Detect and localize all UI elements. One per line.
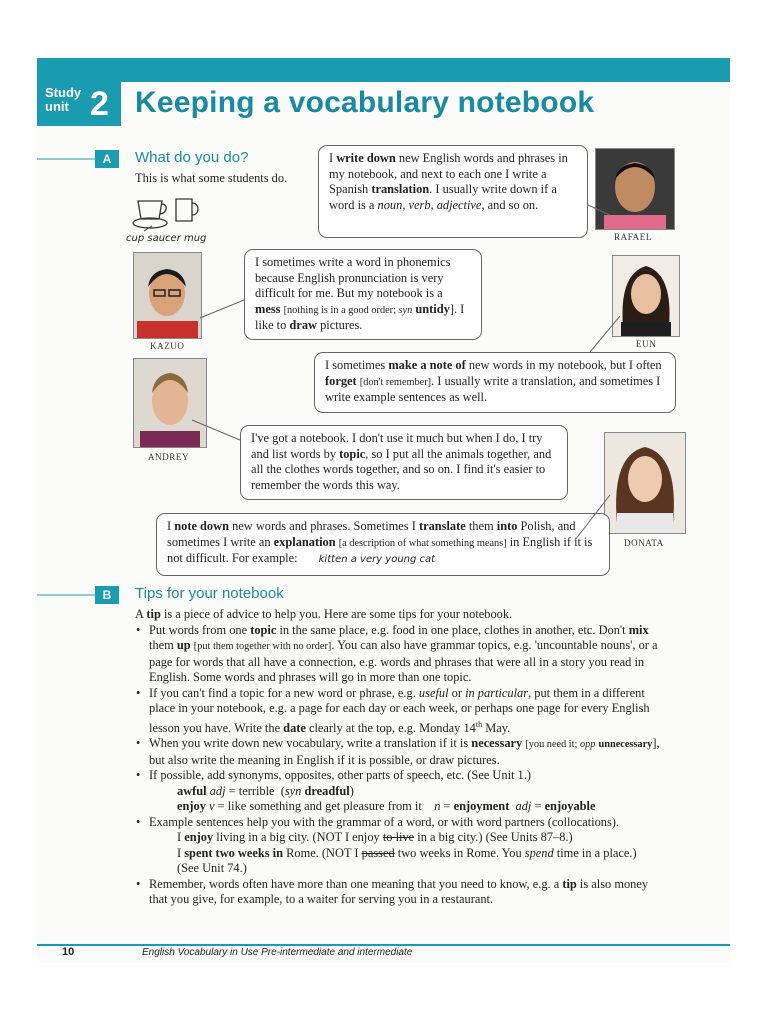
tips-intro: A tip is a piece of advice to help you. Here are some tips for your notebook. xyxy=(135,607,513,621)
section-a-heading: What do you do? xyxy=(135,149,249,166)
name-rafael: RAFAEL xyxy=(614,232,652,242)
name-kazuo: KAZUO xyxy=(150,341,185,351)
bubble-rafael: I write down new English words and phrases in my notebook, and next to each one I write a Spanish translation. I usually write down if a word is a noun, verb, adjective, and so on. xyxy=(318,145,588,238)
tip-item: • Put words from one topic in the same place, e.g. food in one place, clothes in another, etc. Don't mix them up [put them together with no order]. You can also have grammar topics, e.g. 'uncountable nouns', or a page for words that all have a connection, e.g. words and phrases that were all in a story you read in English. Some words and phrases will go in more than one topic. xyxy=(149,623,660,686)
tip-item: • If possible, add synonyms, opposites, other parts of speech, etc. (See Unit 1.) awful adj = terrible (syn dreadful) enjoy v = like something and get pleasure from it n = enjoyment adj = enjoyable xyxy=(149,768,660,815)
tip-item: • When you write down new vocabulary, write a translation if it is necessary [you need it; opp unnecessary], but also write the meaning in English if it is possible, or draw pictures. xyxy=(149,736,660,768)
cup-caption: cup saucer mug xyxy=(126,233,207,244)
footer-rule xyxy=(37,944,730,946)
tip-item: • Example sentences help you with the grammar of a word, or with word partners (collocations). I enjoy living in a big city. (NOT I enjoy to live in a big city.) (See Units 87–8.) I spent two weeks in Rome. (NOT I passed two weeks in Rome. You spend time in a place.) (See Unit 74.) xyxy=(149,815,660,877)
unit-number: 2 xyxy=(90,85,109,123)
bubble-kazuo: I sometimes write a word in phonemics because English pronunciation is very difficult for me. But my notebook is a mess [nothing is in a good order; syn untidy]. I like to draw pictures. xyxy=(244,249,482,340)
bubble-eun: I sometimes make a note of new words in my notebook, but I often forget [don't remember]. I usually write a translation, and sometimes I write example sentences as well. xyxy=(314,352,676,413)
bubble-andrey: I've got a notebook. I don't use it much but when I do, I try and list words by topic, so I put all the animals together, and all the clothes words together, and so on. I find it's easier to remember the words this way. xyxy=(240,425,568,500)
section-a-intro: This is what some students do. xyxy=(135,171,288,185)
section-b-heading: Tips for your notebook xyxy=(135,585,284,602)
book-title: English Vocabulary in Use Pre-intermediate and intermediate xyxy=(142,947,413,958)
handwritten-example: kitten a very young cat xyxy=(318,554,436,565)
section-a-label: A xyxy=(95,150,119,168)
tip-item: • If you can't find a topic for a new word or phrase, e.g. useful or in particular, put them in a different place in your notebook, e.g. a page for each day or each week, or perhaps one page for every English lesson you have. Write the date clearly at the top, e.g. Monday 14th May. xyxy=(149,686,660,737)
section-b-label: B xyxy=(95,586,119,604)
page-title: Keeping a vocabulary notebook xyxy=(135,86,595,119)
name-donata: DONATA xyxy=(624,538,664,548)
tips-body xyxy=(135,607,660,908)
name-eun: EUN xyxy=(636,339,657,349)
tips-list xyxy=(135,623,660,908)
tip-item: • Remember, words often have more than one meaning that you need to know, e.g. a tip is also money that you give, for example, to a waiter for serving you in a restaurant. xyxy=(149,877,660,908)
bubble-donata: I note down new words and phrases. Sometimes I translate them into Polish, and sometimes I write an explanation [a description of what something means] in English if it is not difficult. For example: kitten a very young cat xyxy=(156,513,610,576)
page-number: 10 xyxy=(62,946,75,958)
name-andrey: ANDREY xyxy=(148,452,190,462)
study-unit-label: Study unit xyxy=(45,85,82,114)
